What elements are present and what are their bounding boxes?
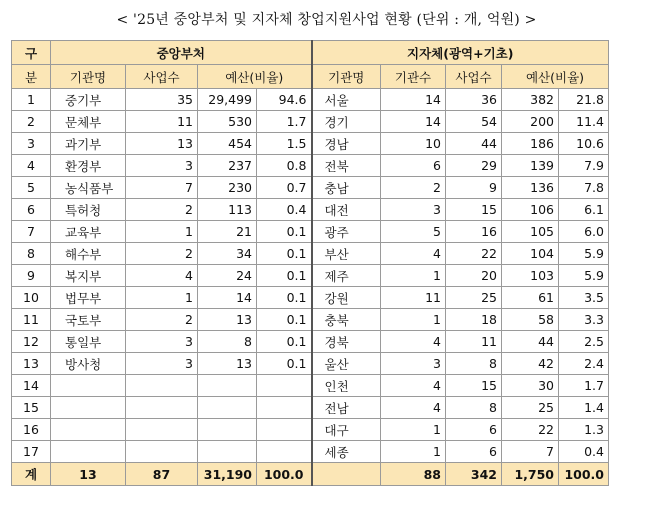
central-project-count: 35 [126,89,198,111]
row-number: 1 [12,89,51,111]
header-bun: 분 [12,65,51,89]
header-local: 지자체(광역+기초) [312,41,609,65]
row-number: 17 [12,441,51,463]
central-agency-name: 문체부 [51,111,126,133]
total-central-budget: 31,190 [198,463,257,486]
local-budget: 200 [502,111,559,133]
table-row [12,89,609,111]
header-central-budget: 예산(비율) [198,65,312,89]
central-ratio [257,441,312,463]
central-budget: 237 [198,155,257,177]
header-local-budget: 예산(비율) [502,65,609,89]
central-ratio: 0.1 [257,331,312,353]
local-project-count: 29 [446,155,502,177]
header-gu: 구 [12,41,51,65]
row-number: 8 [12,243,51,265]
total-local-count: 342 [446,463,502,486]
local-project-count: 36 [446,89,502,111]
local-org-count: 5 [381,221,446,243]
central-budget [198,375,257,397]
central-ratio: 0.1 [257,243,312,265]
local-project-count: 20 [446,265,502,287]
local-region-name: 충남 [312,177,381,199]
local-project-count: 22 [446,243,502,265]
table-row [12,397,609,419]
central-budget: 21 [198,221,257,243]
total-label: 계 [12,463,51,486]
local-ratio: 7.8 [559,177,609,199]
local-ratio: 1.4 [559,397,609,419]
local-region-name: 울산 [312,353,381,375]
local-budget: 42 [502,353,559,375]
local-region-name: 대구 [312,419,381,441]
local-budget: 103 [502,265,559,287]
local-project-count: 16 [446,221,502,243]
local-region-name: 대전 [312,199,381,221]
local-project-count: 18 [446,309,502,331]
row-number: 16 [12,419,51,441]
local-region-name: 전북 [312,155,381,177]
central-agency-name: 방사청 [51,353,126,375]
local-ratio: 5.9 [559,243,609,265]
table-row [12,111,609,133]
row-number: 2 [12,111,51,133]
local-org-count: 4 [381,243,446,265]
local-budget: 186 [502,133,559,155]
local-project-count: 6 [446,441,502,463]
header-central-name: 기관명 [51,65,126,89]
local-project-count: 8 [446,397,502,419]
central-project-count: 1 [126,287,198,309]
local-ratio: 21.8 [559,89,609,111]
local-region-name: 부산 [312,243,381,265]
local-budget: 104 [502,243,559,265]
central-budget: 230 [198,177,257,199]
row-number: 5 [12,177,51,199]
table-row [12,133,609,155]
table-row [12,375,609,397]
central-ratio: 0.7 [257,177,312,199]
central-agency-name: 국토부 [51,309,126,331]
table-row [12,331,609,353]
central-agency-name: 과기부 [51,133,126,155]
local-ratio: 1.7 [559,375,609,397]
local-region-name: 서울 [312,89,381,111]
central-budget: 8 [198,331,257,353]
total-row [12,463,609,486]
table-row [12,243,609,265]
local-budget: 105 [502,221,559,243]
header-central-count: 사업수 [126,65,198,89]
local-ratio: 7.9 [559,155,609,177]
central-agency-name: 교육부 [51,221,126,243]
total-local-name [312,463,381,486]
central-budget [198,419,257,441]
local-region-name: 전남 [312,397,381,419]
local-region-name: 경기 [312,111,381,133]
table-row [12,441,609,463]
row-number: 10 [12,287,51,309]
central-project-count: 2 [126,243,198,265]
local-org-count: 10 [381,133,446,155]
row-number: 12 [12,331,51,353]
local-ratio: 11.4 [559,111,609,133]
header-local-count: 사업수 [446,65,502,89]
central-agency-name: 해수부 [51,243,126,265]
local-project-count: 9 [446,177,502,199]
table-row [12,309,609,331]
central-ratio: 0.1 [257,265,312,287]
local-budget: 7 [502,441,559,463]
row-number: 14 [12,375,51,397]
central-agency-name: 법무부 [51,287,126,309]
central-ratio: 0.8 [257,155,312,177]
central-budget [198,441,257,463]
central-budget: 14 [198,287,257,309]
row-number: 11 [12,309,51,331]
central-project-count: 3 [126,353,198,375]
table-row [12,419,609,441]
central-agency-name: 특허청 [51,199,126,221]
row-number: 7 [12,221,51,243]
local-ratio: 2.5 [559,331,609,353]
local-org-count: 14 [381,111,446,133]
central-ratio: 0.1 [257,309,312,331]
central-ratio: 94.6 [257,89,312,111]
local-ratio: 2.4 [559,353,609,375]
row-number: 6 [12,199,51,221]
header-local-name: 기관명 [312,65,381,89]
local-project-count: 15 [446,199,502,221]
local-region-name: 세종 [312,441,381,463]
local-region-name: 광주 [312,221,381,243]
local-org-count: 1 [381,309,446,331]
central-agency-name: 중기부 [51,89,126,111]
local-budget: 382 [502,89,559,111]
table-row [12,287,609,309]
local-org-count: 4 [381,331,446,353]
header-local-orgs: 기관수 [381,65,446,89]
local-budget: 136 [502,177,559,199]
total-central-ratio: 100.0 [257,463,312,486]
central-ratio: 0.1 [257,353,312,375]
local-project-count: 44 [446,133,502,155]
local-budget: 139 [502,155,559,177]
local-org-count: 4 [381,397,446,419]
local-budget: 30 [502,375,559,397]
central-project-count: 3 [126,155,198,177]
local-ratio: 1.3 [559,419,609,441]
local-ratio: 5.9 [559,265,609,287]
central-budget: 24 [198,265,257,287]
central-project-count: 13 [126,133,198,155]
local-org-count: 14 [381,89,446,111]
local-org-count: 6 [381,155,446,177]
central-project-count [126,441,198,463]
central-agency-name [51,397,126,419]
local-org-count: 1 [381,419,446,441]
central-project-count: 7 [126,177,198,199]
central-agency-name [51,441,126,463]
local-budget: 106 [502,199,559,221]
table-row [12,353,609,375]
total-local-budget: 1,750 [502,463,559,486]
central-project-count: 2 [126,309,198,331]
local-project-count: 15 [446,375,502,397]
row-number: 13 [12,353,51,375]
central-project-count [126,375,198,397]
central-project-count: 11 [126,111,198,133]
total-central-count: 87 [126,463,198,486]
central-project-count [126,397,198,419]
local-region-name: 충북 [312,309,381,331]
total-local-orgs: 88 [381,463,446,486]
local-budget: 58 [502,309,559,331]
total-local-ratio: 100.0 [559,463,609,486]
central-project-count: 4 [126,265,198,287]
central-ratio: 0.4 [257,199,312,221]
central-agency-name [51,375,126,397]
startup-support-table [11,40,609,486]
table-title: < '25년 중앙부처 및 지자체 창업지원사업 현황 (단위 : 개, 억원) > [116,12,537,28]
local-org-count: 3 [381,353,446,375]
row-number: 3 [12,133,51,155]
central-project-count: 2 [126,199,198,221]
central-ratio: 0.1 [257,287,312,309]
local-org-count: 1 [381,265,446,287]
local-budget: 61 [502,287,559,309]
local-ratio: 10.6 [559,133,609,155]
local-project-count: 6 [446,419,502,441]
central-agency-name: 통일부 [51,331,126,353]
table-row [12,199,609,221]
central-project-count [126,419,198,441]
local-budget: 44 [502,331,559,353]
table-row [12,221,609,243]
row-number: 4 [12,155,51,177]
central-project-count: 1 [126,221,198,243]
row-number: 9 [12,265,51,287]
local-ratio: 6.1 [559,199,609,221]
central-budget: 113 [198,199,257,221]
local-project-count: 11 [446,331,502,353]
central-budget: 454 [198,133,257,155]
central-budget: 13 [198,309,257,331]
local-region-name: 인천 [312,375,381,397]
local-budget: 22 [502,419,559,441]
local-region-name: 경남 [312,133,381,155]
central-ratio: 1.7 [257,111,312,133]
central-ratio: 0.1 [257,221,312,243]
local-org-count: 3 [381,199,446,221]
central-agency-name: 환경부 [51,155,126,177]
local-org-count: 4 [381,375,446,397]
central-budget: 530 [198,111,257,133]
local-region-name: 강원 [312,287,381,309]
row-number: 15 [12,397,51,419]
central-agency-name: 농식품부 [51,177,126,199]
central-budget: 29,499 [198,89,257,111]
central-agency-name [51,419,126,441]
central-ratio: 1.5 [257,133,312,155]
table-row [12,177,609,199]
local-ratio: 3.3 [559,309,609,331]
local-project-count: 8 [446,353,502,375]
table-row [12,155,609,177]
local-budget: 25 [502,397,559,419]
local-ratio: 3.5 [559,287,609,309]
local-org-count: 2 [381,177,446,199]
central-budget: 13 [198,353,257,375]
local-org-count: 11 [381,287,446,309]
central-agency-name: 복지부 [51,265,126,287]
local-project-count: 54 [446,111,502,133]
central-ratio [257,375,312,397]
local-region-name: 경북 [312,331,381,353]
local-org-count: 1 [381,441,446,463]
local-project-count: 25 [446,287,502,309]
header-central: 중앙부처 [51,41,312,65]
central-project-count: 3 [126,331,198,353]
table-row [12,265,609,287]
local-ratio: 6.0 [559,221,609,243]
central-budget: 34 [198,243,257,265]
local-ratio: 0.4 [559,441,609,463]
total-central-orgs: 13 [51,463,126,486]
central-ratio [257,397,312,419]
local-region-name: 제주 [312,265,381,287]
central-budget [198,397,257,419]
central-ratio [257,419,312,441]
